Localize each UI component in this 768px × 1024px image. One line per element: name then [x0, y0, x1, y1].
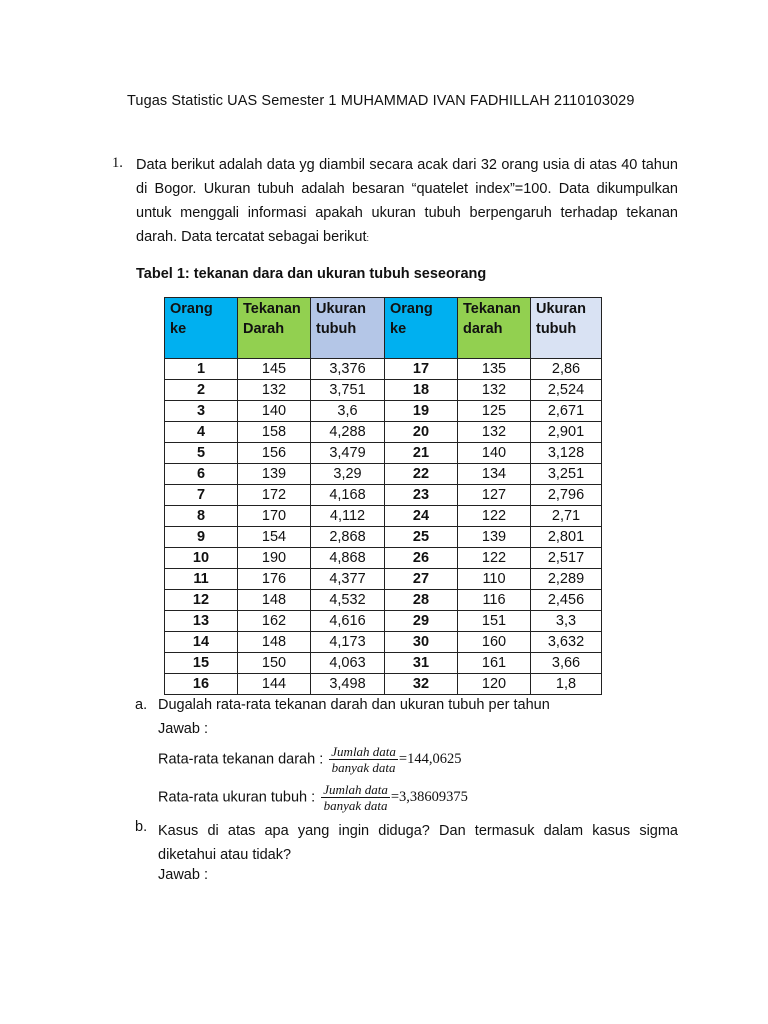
cell-tekanan-darah: 172	[238, 485, 311, 506]
cell-orang-ke: 9	[165, 527, 238, 548]
cell-ukuran-tubuh: 3,376	[311, 359, 385, 380]
cell-tekanan-darah: 139	[458, 527, 531, 548]
cell-ukuran-tubuh: 3,498	[311, 674, 385, 695]
fraction	[329, 744, 398, 775]
cell-orang-ke: 22	[385, 464, 458, 485]
mean-body-size-result: =3,38609375	[390, 789, 468, 805]
cell-tekanan-darah: 154	[238, 527, 311, 548]
fraction-numerator: Jumlah data	[323, 782, 388, 797]
cell-ukuran-tubuh: 3,66	[531, 653, 602, 674]
cell-orang-ke: 14	[165, 632, 238, 653]
table-row	[165, 401, 602, 422]
cell-orang-ke: 31	[385, 653, 458, 674]
cell-tekanan-darah: 140	[458, 443, 531, 464]
table-row	[165, 548, 602, 569]
part-a-question: Dugalah rata-rata tekanan darah dan ukuran tubuh per tahun	[158, 697, 550, 713]
cell-tekanan-darah: 132	[458, 422, 531, 443]
mean-blood-pressure-result: =144,0625	[398, 751, 462, 767]
cell-ukuran-tubuh: 2,671	[531, 401, 602, 422]
cell-orang-ke: 21	[385, 443, 458, 464]
cell-tekanan-darah: 122	[458, 548, 531, 569]
cell-ukuran-tubuh: 1,8	[531, 674, 602, 695]
fraction	[321, 782, 390, 813]
cell-orang-ke: 12	[165, 590, 238, 611]
table-row	[165, 464, 602, 485]
header-ukuran-tubuh: Ukuran tubuh	[311, 298, 385, 359]
document-header: Tugas Statistic UAS Semester 1 MUHAMMAD IVAN FADHILLAH 2110103029	[127, 93, 635, 109]
question-1	[112, 153, 678, 250]
cell-ukuran-tubuh: 4,377	[311, 569, 385, 590]
cell-ukuran-tubuh: 2,868	[311, 527, 385, 548]
cell-orang-ke: 25	[385, 527, 458, 548]
cell-tekanan-darah: 139	[238, 464, 311, 485]
table-row	[165, 380, 602, 401]
cell-ukuran-tubuh: 3,128	[531, 443, 602, 464]
cell-tekanan-darah: 145	[238, 359, 311, 380]
cell-ukuran-tubuh: 2,801	[531, 527, 602, 548]
cell-orang-ke: 19	[385, 401, 458, 422]
cell-tekanan-darah: 161	[458, 653, 531, 674]
cell-tekanan-darah: 132	[458, 380, 531, 401]
cell-ukuran-tubuh: 4,288	[311, 422, 385, 443]
cell-orang-ke: 20	[385, 422, 458, 443]
cell-orang-ke: 6	[165, 464, 238, 485]
cell-tekanan-darah: 135	[458, 359, 531, 380]
cell-tekanan-darah: 148	[238, 632, 311, 653]
table-row	[165, 632, 602, 653]
cell-ukuran-tubuh: 2,796	[531, 485, 602, 506]
cell-ukuran-tubuh: 2,71	[531, 506, 602, 527]
cell-orang-ke: 28	[385, 590, 458, 611]
cell-orang-ke: 5	[165, 443, 238, 464]
cell-ukuran-tubuh: 2,289	[531, 569, 602, 590]
cell-ukuran-tubuh: 4,173	[311, 632, 385, 653]
question-number: 1.	[112, 155, 123, 171]
table-row	[165, 674, 602, 695]
fraction-numerator: Jumlah data	[331, 744, 396, 759]
cell-orang-ke: 24	[385, 506, 458, 527]
cell-ukuran-tubuh: 4,063	[311, 653, 385, 674]
mean-blood-pressure-label: Rata-rata tekanan darah :	[158, 751, 324, 768]
data-table	[164, 297, 602, 695]
table-row	[165, 527, 602, 548]
cell-orang-ke: 8	[165, 506, 238, 527]
cell-orang-ke: 4	[165, 422, 238, 443]
cell-tekanan-darah: 132	[238, 380, 311, 401]
cell-orang-ke: 16	[165, 674, 238, 695]
cell-ukuran-tubuh: 3,3	[531, 611, 602, 632]
cell-orang-ke: 23	[385, 485, 458, 506]
cell-ukuran-tubuh: 3,6	[311, 401, 385, 422]
mean-body-size-formula	[321, 782, 468, 813]
cell-tekanan-darah: 144	[238, 674, 311, 695]
header-orang-ke: Orang ke	[165, 298, 238, 359]
cell-orang-ke: 11	[165, 569, 238, 590]
cell-tekanan-darah: 125	[458, 401, 531, 422]
cell-tekanan-darah: 162	[238, 611, 311, 632]
question-text-colon: :	[366, 233, 370, 243]
cell-tekanan-darah: 140	[238, 401, 311, 422]
mean-blood-pressure-line	[158, 744, 461, 775]
cell-ukuran-tubuh: 4,168	[311, 485, 385, 506]
cell-orang-ke: 3	[165, 401, 238, 422]
part-a-label: a.	[135, 697, 148, 713]
cell-tekanan-darah: 176	[238, 569, 311, 590]
fraction-denominator: banyak data	[331, 760, 396, 775]
header-orang-ke-2: Orang ke	[385, 298, 458, 359]
table-header-row	[165, 298, 602, 359]
cell-tekanan-darah: 120	[458, 674, 531, 695]
cell-tekanan-darah: 127	[458, 485, 531, 506]
question-text-body: Data berikut adalah data yg diambil secara acak dari 32 orang usia di atas 40 tahun di Bogor. Ukuran tubuh adalah besaran “quatelet index”=100. Data dikumpulkan untuk menggali informasi apakah ukuran tubuh berpengaruh terhadap tekanan darah. Data tercatat sebagai berikut	[136, 157, 678, 245]
table-caption: Tabel 1: tekanan dara dan ukuran tubuh seseorang	[136, 266, 487, 282]
part-b-question: Kasus di atas apa yang ingin diduga? Dan termasuk dalam kasus sigma diketahui atau tidak?	[158, 823, 678, 863]
cell-ukuran-tubuh: 3,29	[311, 464, 385, 485]
cell-orang-ke: 27	[385, 569, 458, 590]
cell-orang-ke: 32	[385, 674, 458, 695]
cell-ukuran-tubuh: 2,517	[531, 548, 602, 569]
cell-orang-ke: 2	[165, 380, 238, 401]
cell-ukuran-tubuh: 2,901	[531, 422, 602, 443]
cell-orang-ke: 15	[165, 653, 238, 674]
cell-orang-ke: 17	[385, 359, 458, 380]
header-ukuran-tubuh-2: Ukuran tubuh	[531, 298, 602, 359]
cell-ukuran-tubuh: 4,868	[311, 548, 385, 569]
cell-tekanan-darah: 160	[458, 632, 531, 653]
cell-tekanan-darah: 110	[458, 569, 531, 590]
mean-blood-pressure-formula	[329, 744, 461, 775]
cell-tekanan-darah: 151	[458, 611, 531, 632]
cell-orang-ke: 18	[385, 380, 458, 401]
cell-tekanan-darah: 170	[238, 506, 311, 527]
cell-ukuran-tubuh: 2,524	[531, 380, 602, 401]
cell-orang-ke: 10	[165, 548, 238, 569]
cell-tekanan-darah: 150	[238, 653, 311, 674]
cell-ukuran-tubuh: 3,632	[531, 632, 602, 653]
cell-ukuran-tubuh: 2,456	[531, 590, 602, 611]
cell-orang-ke: 29	[385, 611, 458, 632]
cell-tekanan-darah: 148	[238, 590, 311, 611]
mean-body-size-line	[158, 782, 468, 813]
cell-ukuran-tubuh: 2,86	[531, 359, 602, 380]
cell-ukuran-tubuh: 4,616	[311, 611, 385, 632]
table-row	[165, 569, 602, 590]
cell-ukuran-tubuh: 3,251	[531, 464, 602, 485]
cell-ukuran-tubuh: 4,532	[311, 590, 385, 611]
question-text	[136, 153, 678, 250]
header-tekanan-darah: Tekanan Darah	[238, 298, 311, 359]
cell-orang-ke: 13	[165, 611, 238, 632]
table-row	[165, 506, 602, 527]
cell-orang-ke: 30	[385, 632, 458, 653]
cell-orang-ke: 26	[385, 548, 458, 569]
table-row	[165, 590, 602, 611]
fraction-denominator: banyak data	[323, 798, 388, 813]
cell-orang-ke: 7	[165, 485, 238, 506]
cell-tekanan-darah: 158	[238, 422, 311, 443]
cell-ukuran-tubuh: 3,479	[311, 443, 385, 464]
cell-orang-ke: 1	[165, 359, 238, 380]
cell-tekanan-darah: 156	[238, 443, 311, 464]
table-row	[165, 611, 602, 632]
part-a-answer-label: Jawab :	[158, 721, 208, 737]
cell-tekanan-darah: 190	[238, 548, 311, 569]
mean-body-size-label: Rata-rata ukuran tubuh :	[158, 789, 316, 806]
part-b	[135, 819, 678, 867]
table-row	[165, 422, 602, 443]
cell-tekanan-darah: 122	[458, 506, 531, 527]
cell-ukuran-tubuh: 3,751	[311, 380, 385, 401]
cell-tekanan-darah: 116	[458, 590, 531, 611]
header-tekanan-darah-2: Tekanan darah	[458, 298, 531, 359]
cell-ukuran-tubuh: 4,112	[311, 506, 385, 527]
table-row	[165, 359, 602, 380]
cell-tekanan-darah: 134	[458, 464, 531, 485]
part-b-label: b.	[135, 819, 148, 835]
table-row	[165, 653, 602, 674]
part-b-answer-label: Jawab :	[158, 867, 208, 883]
table-row	[165, 443, 602, 464]
table-row	[165, 485, 602, 506]
